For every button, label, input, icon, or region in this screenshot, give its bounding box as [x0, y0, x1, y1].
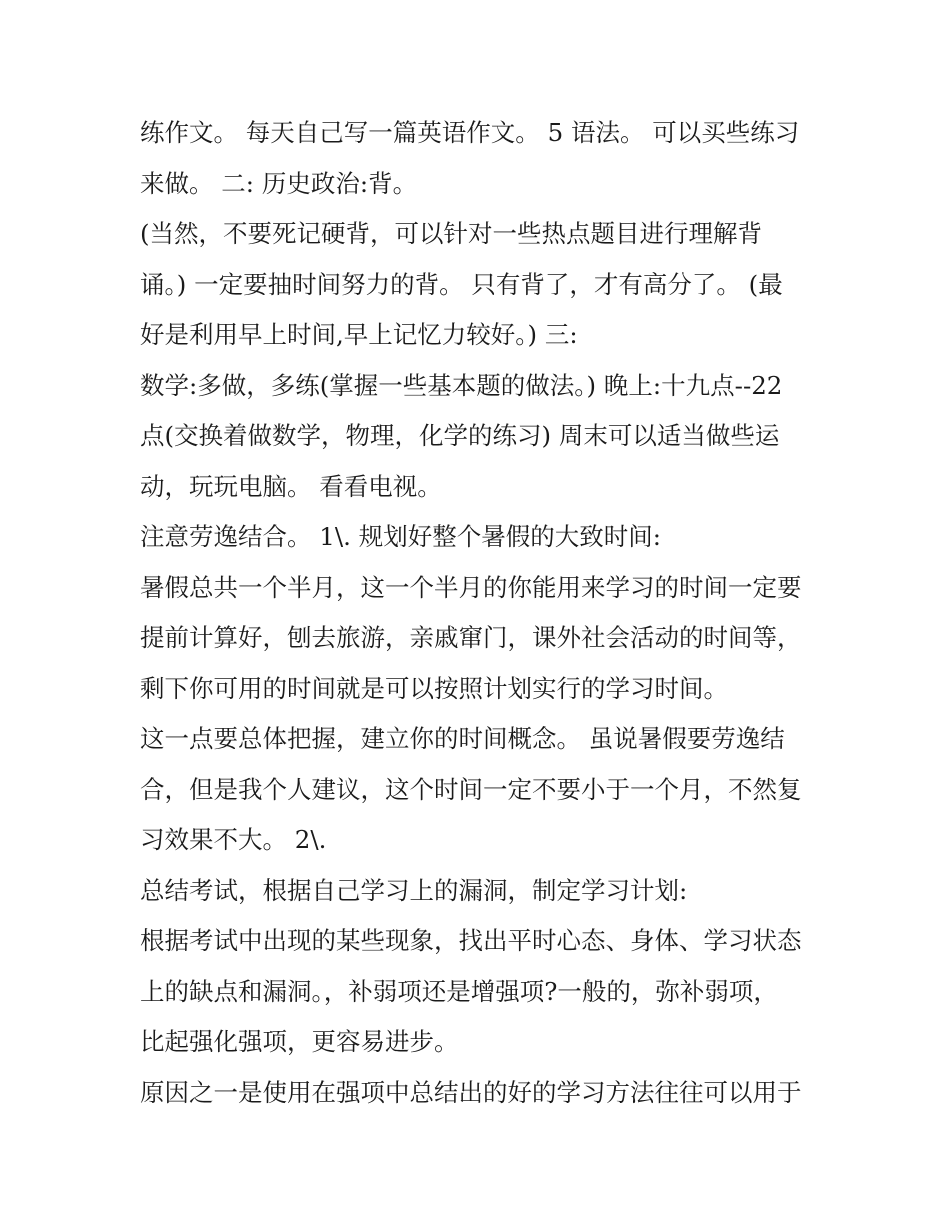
- text-line-11: 提前计算好，刨去旅游，亲戚窜门，课外社会活动的时间等，: [140, 623, 802, 652]
- text-line-12: 剩下你可用的时间就是可以按照计划实行的学习时间。: [140, 673, 728, 703]
- text-line-7: 点(交换着做数学，物理，化学的练习) 周末可以适当做些运: [140, 421, 780, 450]
- text-line-5: 好是利用早上时间,早上记忆力较好。) 三:: [140, 320, 578, 349]
- text-line-4: 诵。) 一定要抽时间努力的背。 只有背了，才有高分了。 (最: [140, 269, 783, 299]
- text-line-3: (当然，不要死记硬背，可以针对一些热点题目进行理解背: [140, 219, 763, 248]
- text-line-16: 总结考试，根据自己学习上的漏洞，制定学习计划:: [140, 875, 688, 905]
- text-line-17: 根据考试中出现的某些现象，找出平时心态、身体、学习状态: [140, 926, 802, 955]
- text-line-6: 数学:多做，多练(掌握一些基本题的做法。) 晚上:十九点--22: [140, 370, 783, 400]
- text-line-8: 动，玩玩电脑。 看看电视。: [140, 471, 442, 501]
- text-line-1: 练作文。 每天自己写一篇英语作文。 5 语法。 可以买些练习: [140, 118, 800, 147]
- text-line-15: 习效果不大。 2\.: [140, 825, 327, 854]
- text-line-2: 来做。 二: 历史政治:背。: [140, 168, 418, 198]
- document-body: [140, 108, 820, 1118]
- text-line-18: 上的缺点和漏洞。，补弱项还是增强项?一般的，弥补弱项，: [140, 976, 778, 1006]
- text-line-9: 注意劳逸结合。 1\. 规划好整个暑假的大致时间:: [140, 522, 661, 551]
- text-line-19: 比起强化强项，更容易进步。: [140, 1027, 459, 1056]
- text-line-13: 这一点要总体把握，建立你的时间概念。 虽说暑假要劳逸结: [140, 724, 785, 753]
- text-line-10: 暑假总共一个半月，这一个半月的你能用来学习的时间一定要: [140, 572, 802, 602]
- text-line-14: 合，但是我个人建议，这个时间一定不要小于一个月，不然复: [140, 774, 802, 804]
- text-line-20: 原因之一是使用在强项中总结出的好的学习方法往往可以用于: [140, 1077, 802, 1107]
